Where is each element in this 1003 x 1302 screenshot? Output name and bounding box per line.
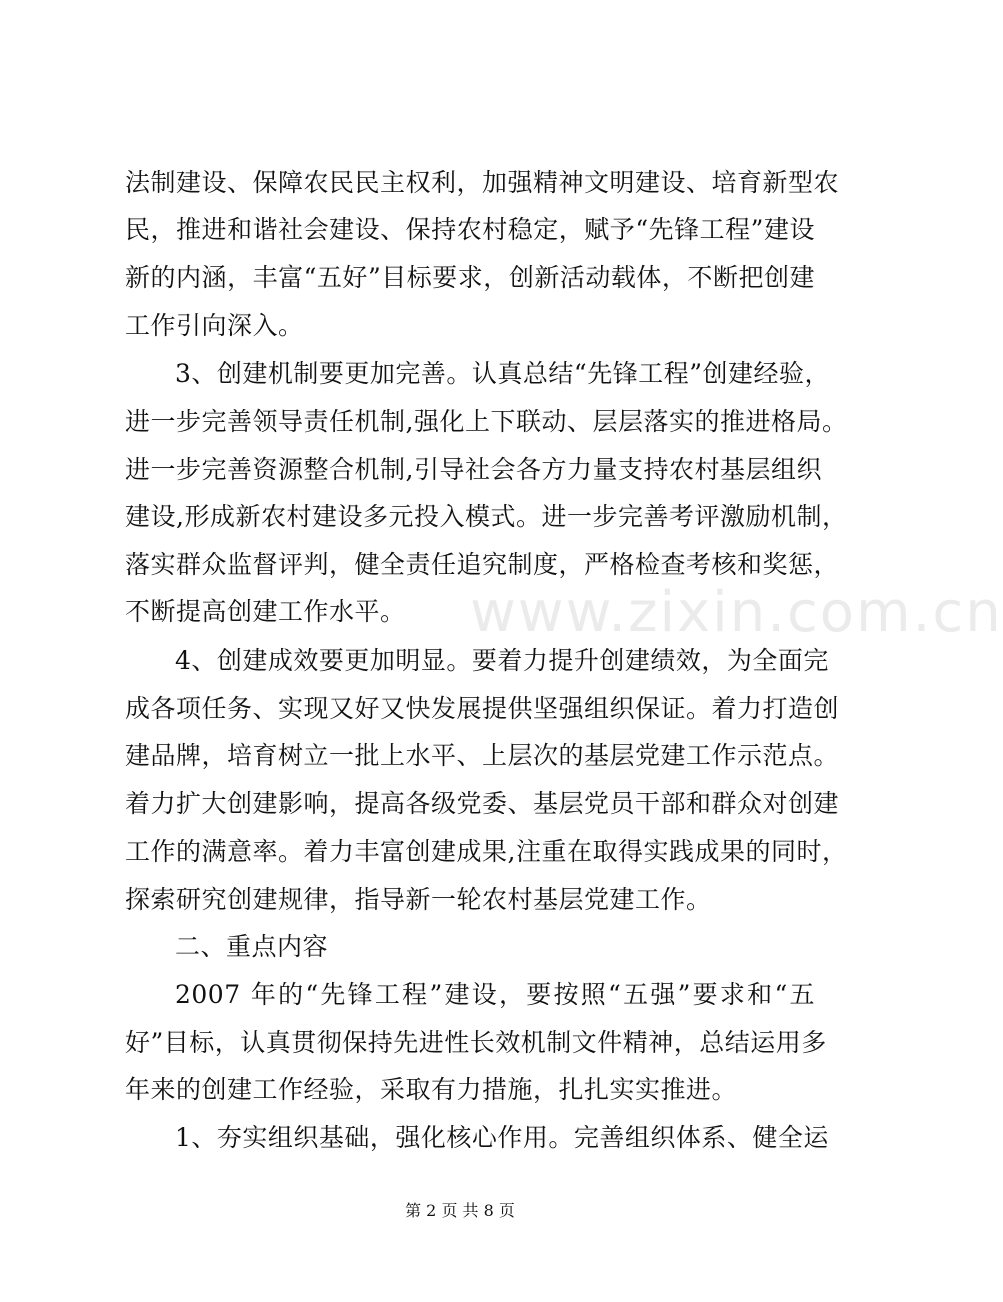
page-number-footer: 第 2 页 共 8 页: [405, 1201, 515, 1220]
watermark: www.zixin.com.cn: [470, 580, 1003, 645]
text-line: 进一步完善领导责任机制,强化上下联动、层层落实的推进格局。: [125, 407, 848, 436]
text-line: 进一步完善资源整合机制,引导社会各方力量支持农村基层组织: [125, 455, 822, 484]
text-line: 着力扩大创建影响，提高各级党委、基层党员干部和群众对创建: [125, 789, 840, 818]
text-line: 法制建设、保障农民民主权利，加强精神文明建设、培育新型农: [125, 168, 840, 197]
text-line: 工作引向深入。: [125, 311, 304, 340]
text-line: 年来的创建工作经验，采取有力措施，扎扎实实推进。: [125, 1075, 738, 1104]
text-line: 建品牌，培育树立一批上水平、上层次的基层党建工作示范点。: [125, 741, 840, 770]
text-line: 新的内涵，丰富“五好”目标要求，创新活动载体，不断把创建: [125, 263, 815, 292]
text-line: 好”目标，认真贯彻保持先进性长效机制文件精神，总结运用多: [125, 1028, 827, 1057]
text-line: 工作的满意率。着力丰富创建成果,注重在取得实践成果的同时，: [125, 837, 848, 866]
paragraph-start-line: 1、夯实组织基础，强化核心作用。完善组织体系、健全运: [175, 1123, 829, 1152]
paragraph-start-line: 3、创建机制要更加完善。认真总结“先锋工程”创建经验，: [175, 359, 830, 388]
text-line: 建设,形成新农村建设多元投入模式。进一步完善考评激励机制，: [125, 502, 848, 531]
text-line: 落实群众监督评判，健全责任追究制度，严格检查考核和奖惩，: [125, 550, 840, 579]
text-line: 探索研究创建规律，指导新一轮农村基层党建工作。: [125, 885, 712, 914]
section-heading: 二、重点内容: [175, 932, 329, 961]
paragraph-start-line: 4、创建成效要更加明显。要着力提升创建绩效，为全面完: [175, 646, 829, 675]
text-line: 成各项任务、实现又好又快发展提供坚强组织保证。着力打造创: [125, 694, 840, 723]
text-line: 民，推进和谐社会建设、保持农村稳定，赋予“先锋工程”建设: [125, 215, 815, 244]
paragraph-start-line: 2007 年的“先锋工程”建设，要按照“五强”要求和“五: [175, 980, 815, 1009]
text-line: 不断提高创建工作水平。: [125, 597, 406, 626]
